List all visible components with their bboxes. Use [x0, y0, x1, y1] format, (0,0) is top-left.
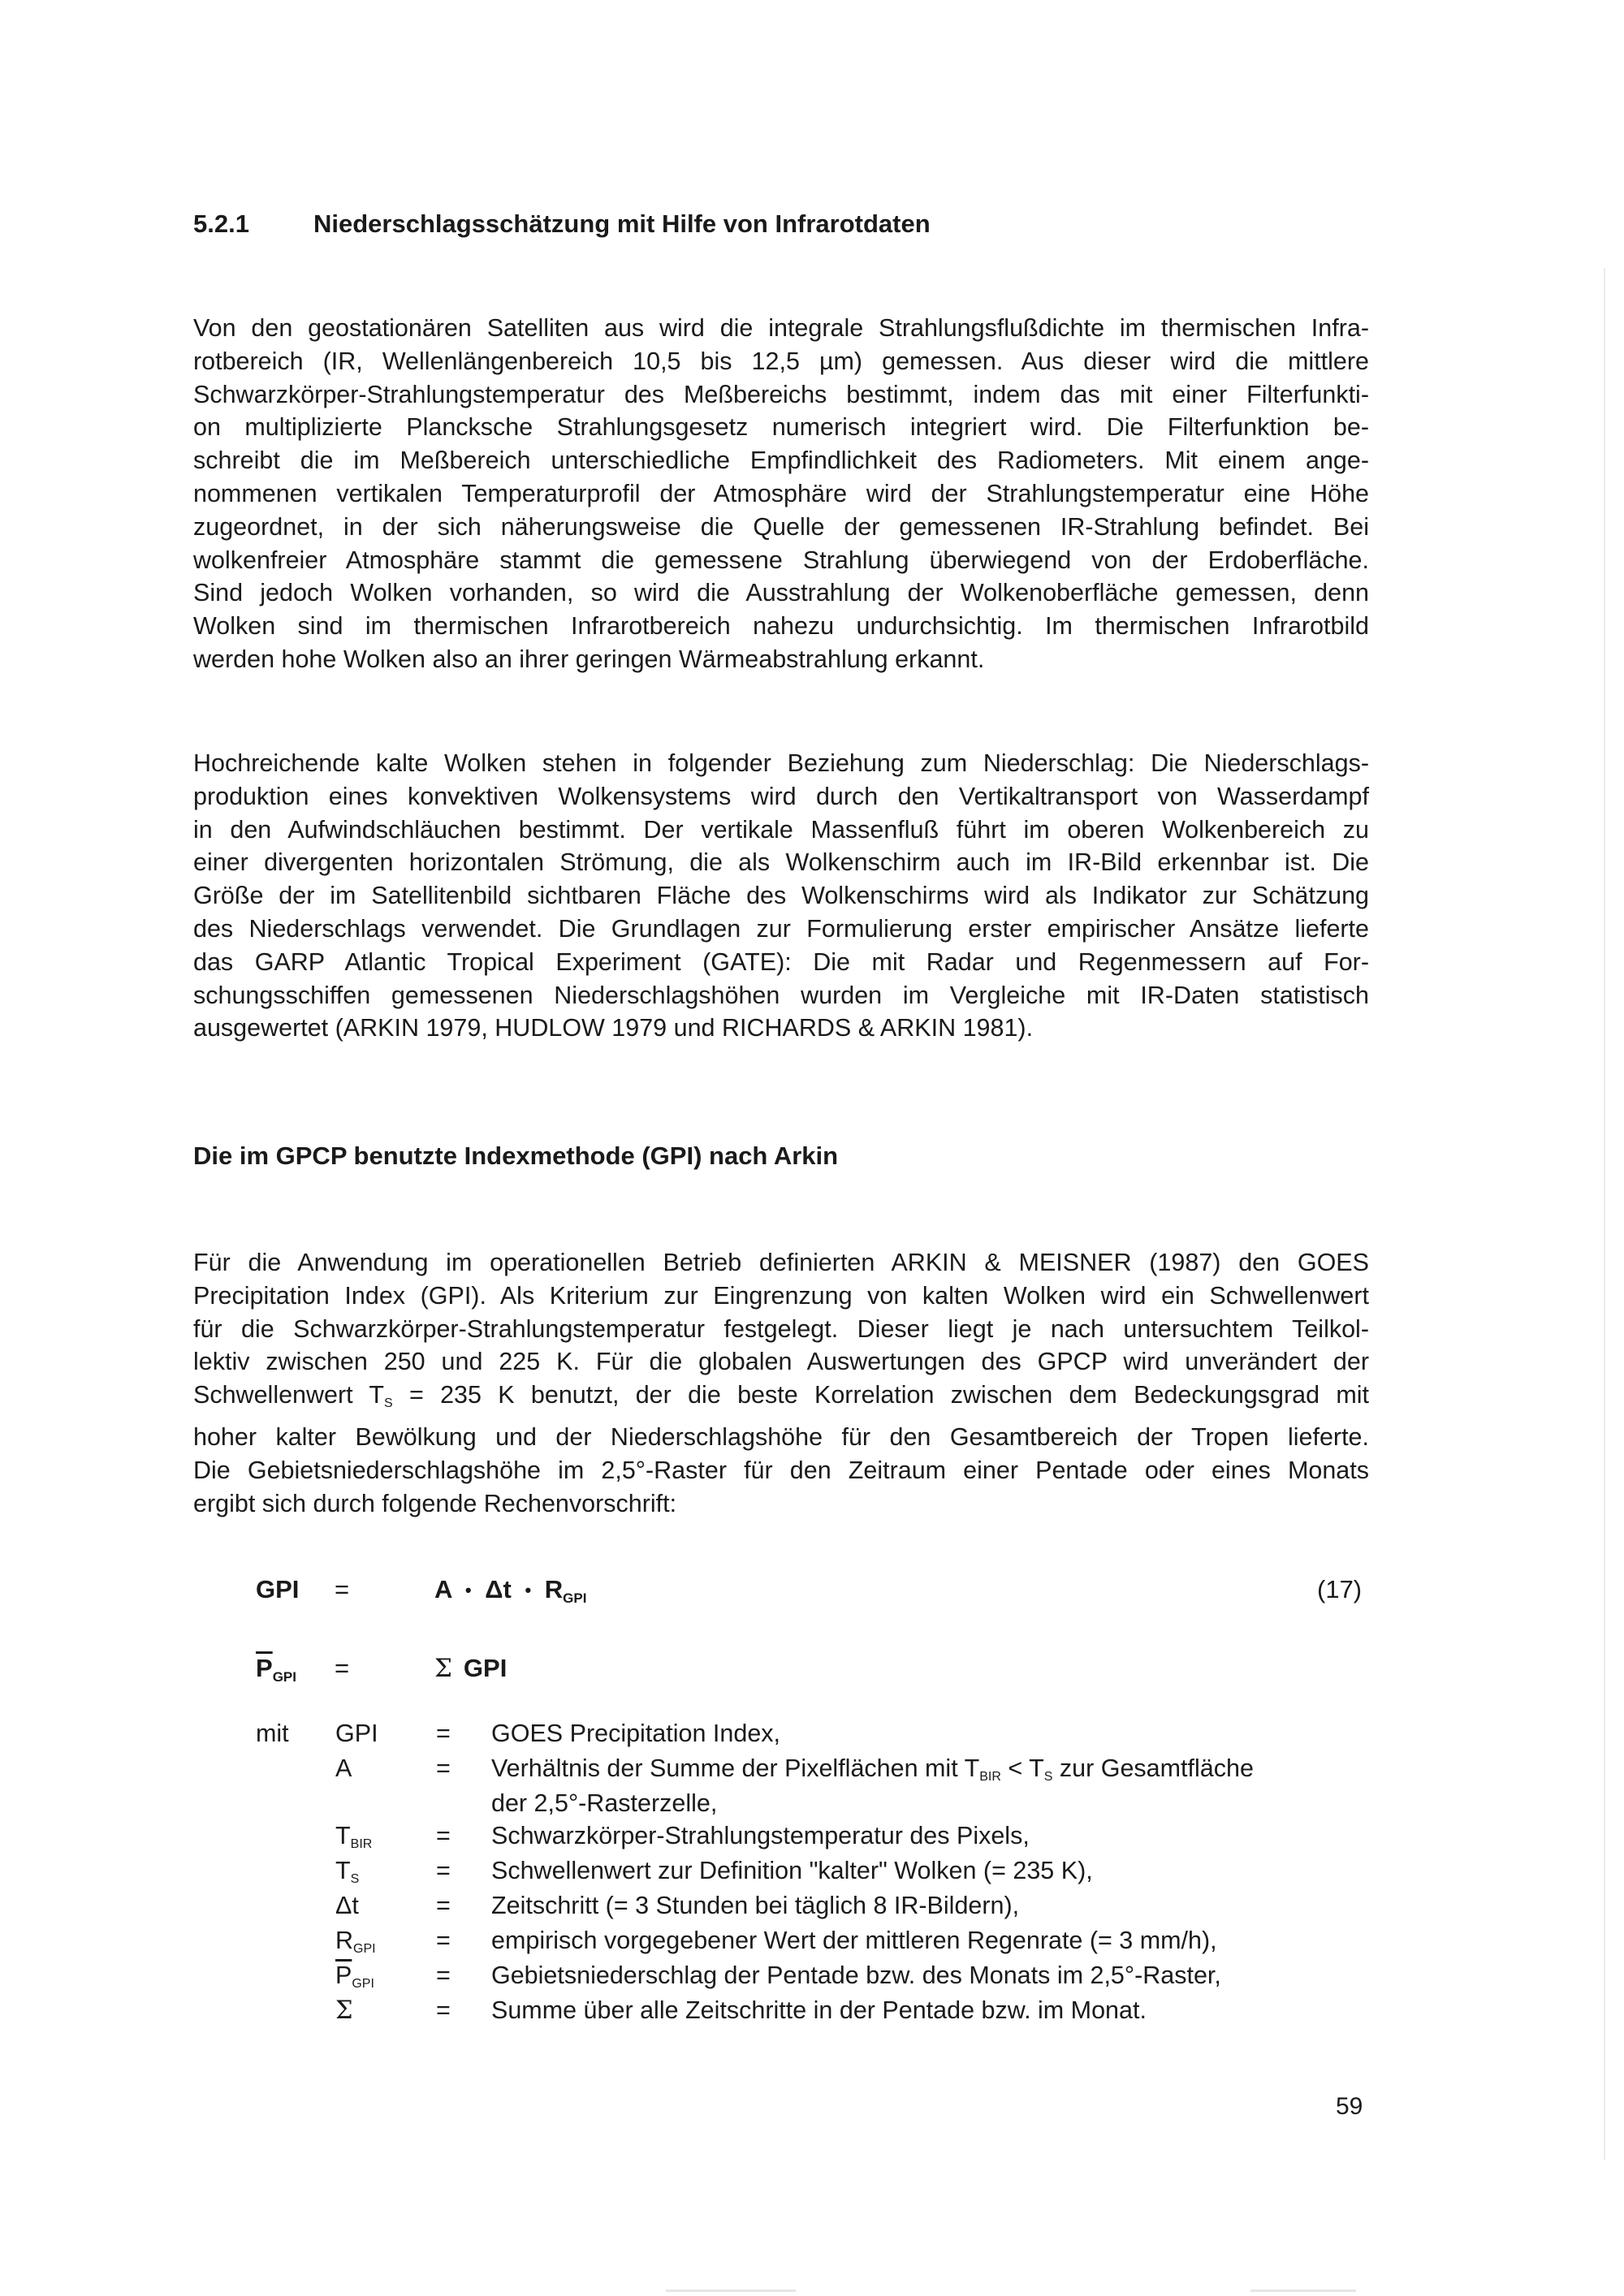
scan-artifact-line: [1250, 2290, 1356, 2292]
text-line: Precipitation Index (GPI). Als Kriterium zur Eingrenzung von kalten Wolken wird ein Schwellenwert: [193, 1281, 1369, 1310]
text-line: Hochreichende kalte Wolken stehen in folgender Beziehung zum Niederschlag: Die Niederschlags-: [193, 749, 1369, 777]
sigma-symbol: Σ: [434, 1654, 452, 1683]
text-line-threshold: Schwellenwert $T_S = 235$ K benutzt, der die beste Korrelation zwischen dem Bedeckungsgrad mit: [193, 1381, 1369, 1411]
text-line: schungsschiffen gemessenen Niederschlagshöhen wurden im Vergleiche mit IR-Daten statistisch: [193, 981, 1369, 1009]
eq-equals-2: =: [335, 1654, 350, 1682]
text-line: für die Schwarzkörper-Strahlungstemperatur festgelegt. Dieser liegt je nach untersuchtem Teilkol-: [193, 1314, 1369, 1343]
text-line: Wolken sind im thermischen Infrarotbereich nahezu undurchsichtig. Im thermischen Infrarotbild: [193, 612, 1369, 641]
paragraph-2: [193, 747, 1369, 1045]
text-line: schreibt die im Meßbereich unterschiedliche Empfindlichkeit des Radiometers. Mit einem ange-: [193, 447, 1369, 475]
mit-label: mit: [256, 1720, 289, 1747]
text-line: Für die Anwendung im operationellen Betrieb definierten ARKIN & MEISNER (1987) den GOES: [193, 1249, 1369, 1276]
text-line: nommenen vertikalen Temperaturprofil der Atmosphäre wird der Strahlungstemperatur eine Höhe: [193, 479, 1369, 507]
text-line: werden hohe Wolken also an ihrer geringen Wärmeabstrahlung erkannt.: [193, 645, 985, 673]
scan-artifact-line: [666, 2290, 796, 2292]
text-line: zugeordnet, in der sich näherungsweise die Quelle der gemessenen IR-Strahlung befindet. Bei: [193, 512, 1369, 541]
text-line: ergibt sich durch folgende Rechenvorschrift:: [193, 1489, 677, 1517]
paragraph-1: [193, 312, 1369, 676]
text-line: das GARP Atlantic Tropical Experiment (GATE): Die mit Radar und Regenmessern auf For-: [193, 947, 1369, 976]
text-line: ausgewertet (ARKIN 1979, HUDLOW 1979 und RICHARDS & ARKIN 1981).: [193, 1014, 1034, 1042]
text-line: Größe der im Satellitenbild sichtbaren Fläche des Wolkenschirms wird als Indikator zur Schätzung: [193, 882, 1369, 910]
text-line: des Niederschlags verwendet. Die Grundlagen zur Formulierung erster empirischer Ansätze lieferte: [193, 914, 1369, 943]
document-page: 5.2.1 Niederschlagsschätzung mit Hilfe von Infrarotdaten Von den geostationären Satelliten aus wird die integrale Strahlungsflußdichte im thermischen Infra- rotbereich (IR, Wellenlängenbereich 10,5 bis 12,5 µm) gemessen. Aus dieser wird die mittlere Schwarzkörper-Strahlungstemperatur des Meßbereichs bestimmt, indem das mit einer Filterfunkti- on multiplizierte Plancksche Strahlungsgesetz numerisch integriert wird. Die Filterfunktion be- schreibt die im Meßbereich unterschiedliche Empfindlichkeit des Radiometers. Mit einem ange- nommenen vertikalen Temperaturprofil der Atmosphäre wird der Strahlungstemperatur eine Höhe zugeordnet, in der sich näherungsweise die Quelle der gemessenen IR-Strahlung befindet. Bei wolkenfreier Atmosphäre stammt die gemessene Strahlung überwiegend von der Erdoberfläche. Sind jedoch Wolken vorhanden, so wird die Ausstrahlung der Wolkenoberfläche gemessen, denn Wolken sind im thermischen Infrarotbereich nahezu undurchsichtig. Im thermischen Infrarotbild werden hohe Wolken also an ihrer geringen Wärmeabstrahlung erkannt. Hochreichende kalte Wolken stehen in folgender Beziehung zum Niederschlag: Die Niederschlags- produktion eines konvektiven Wolkensystems wird durch den Vertikaltransport von Wasserdampf in den Aufwindschläuchen bestimmt. Der vertikale Massenfluß führt im oberen Wolkenbereich zu einer divergenten horizontalen Strömung, die als Wolkenschirm auch im IR-Bild erkennbar ist. Die Größe der im Satellitenbild sichtbaren Fläche des Wolkenschirms wird als Indikator zur Schätzung des Niederschlags verwendet. Die Grundlagen zur Formulierung erster empirischer Ansätze lieferte das GARP Atlantic Tropical Experiment (GATE): Die mit Radar und Regenmessern auf For- schungsschiffen gemessenen Niederschlagshöhen wurden im Vergleiche mit IR-Daten statistisch ausgewertet (ARKIN 1979, HUDLOW 1979 und RICHARDS & ARKIN 1981). Die im GPCP benutzte Indexmethode (GPI) nach Arkin Für die Anwendung im operationellen Betrieb definierten ARKIN & MEISNER (1987) den GOES Precipitation Index (GPI). Als Kriterium zur Eingrenzung von kalten Wolken wird ein Schwellenwert für die Schwarzkörper-Strahlungstemperatur festgelegt. Dieser liegt je nach untersuchtem Teilkol- lektiv zwischen 250 und 225 K. Für die globalen Auswertungen des GPCP wird unverändert der Schwellenwert $T_S = 235$ K benutzt, der die beste Korrelation zwischen dem Bedeckungsgrad mit hoher kalter Bewölkung und der Niederschlagshöhe für den Gesamtbereich der Tropen lieferte. Die Gebietsniederschlagshöhe im 2,5°-Raster für den Zeitraum einer Pentade oder eines Monats ergibt sich durch folgende Rechenvorschrift: GPI = A • Δt • $R_{GPI}$ (17) $\overline{P}_{GPI}$ = Σ GPI mit GPI = GOES Precipitation Index, A = Verhältnis der Summe der Pixelflächen mit $T_{BIR} < T_S$ zur Gesamtfläche der 2,5°-Rasterzelle, $T_{BIR}$ = Schwarzkörper-Strahlungstemperatur des Pixels, $T_S$ = Schwellenwert zur Definition "kalter" Wolken (= 235 K), Δt = Zeitschritt (= 3 Stunden bei täglich 8 IR-Bildern), $R_{GPI}$ = empirisch vorgegebener Wert der mittleren Regenrate (= 3 mm/h), $\overline{P}_{GPI}$ = Gebietsniederschlag der Pentade bzw. des Monats im 2,5°-Raster, Σ = Summe über alle Zeitschritte in der Pentade bzw. im Monat. 59: [0, 0, 1624, 2296]
text-line: in den Aufwindschläuchen bestimmt. Der vertikale Massenfluß führt im oberen Wolkenbereich zu: [193, 815, 1369, 844]
text-line: lektiv zwischen 250 und 225 K. Für die globalen Auswertungen des GPCP wird unverändert der: [193, 1348, 1369, 1376]
text-line: Die Gebietsniederschlagshöhe im 2,5°-Raster für den Zeitraum einer Pentade oder eines Monats: [193, 1456, 1369, 1484]
text-line: produktion eines konvektiven Wolkensystems wird durch den Vertikaltransport von Wasserdampf: [193, 782, 1369, 810]
text-line: wolkenfreier Atmosphäre stammt die gemessene Strahlung überwiegend von der Erdoberfläche.: [193, 546, 1369, 574]
text-line: on multiplizierte Plancksche Strahlungsgesetz numerisch integriert wird. Die Filterfunktion be-: [193, 413, 1369, 442]
scan-artifact-line: [1604, 268, 1605, 2160]
eq-sum: Σ GPI: [434, 1654, 508, 1683]
text-line: Schwarzkörper-Strahlungstemperatur des Meßbereichs bestimmt, indem das mit einer Filterfunkti-: [193, 380, 1369, 408]
equation-number: (17): [1317, 1575, 1363, 1603]
text-line: rotbereich (IR, Wellenlängenbereich 10,5 bis 12,5 µm) gemessen. Aus dieser wird die mittlere: [193, 347, 1369, 375]
page-number: 59: [1336, 2093, 1363, 2120]
subheading: Die im GPCP benutzte Indexmethode (GPI) nach Arkin: [193, 1142, 839, 1170]
eq-equals-1: =: [335, 1575, 350, 1603]
text-line: Von den geostationären Satelliten aus wird die integrale Strahlungsflußdichte im thermischen Infra-: [193, 314, 1369, 342]
eq-rhs: A • Δt • $R_{GPI}$: [434, 1575, 587, 1606]
section-title: Niederschlagsschätzung mit Hilfe von Infrarotdaten: [313, 209, 931, 238]
eq-lhs-pgpi: $\overline{P}_{GPI}$: [256, 1654, 296, 1685]
section-heading: [193, 209, 931, 239]
text-line: Sind jedoch Wolken vorhanden, so wird die Ausstrahlung der Wolkenoberfläche gemessen, denn: [193, 579, 1369, 607]
text-line: einer divergenten horizontalen Strömung, die als Wolkenschirm auch im IR-Bild erkennbar ist. Die: [193, 848, 1369, 877]
eq-lhs-gpi: GPI: [256, 1575, 300, 1603]
sigma-symbol: Σ: [335, 1996, 353, 2025]
text-line: hoher kalter Bewölkung und der Niederschlagshöhe für den Gesamtbereich der Tropen lieferte.: [193, 1422, 1369, 1451]
paragraph-3: [193, 1246, 1369, 1520]
section-number: 5.2.1: [193, 209, 249, 238]
